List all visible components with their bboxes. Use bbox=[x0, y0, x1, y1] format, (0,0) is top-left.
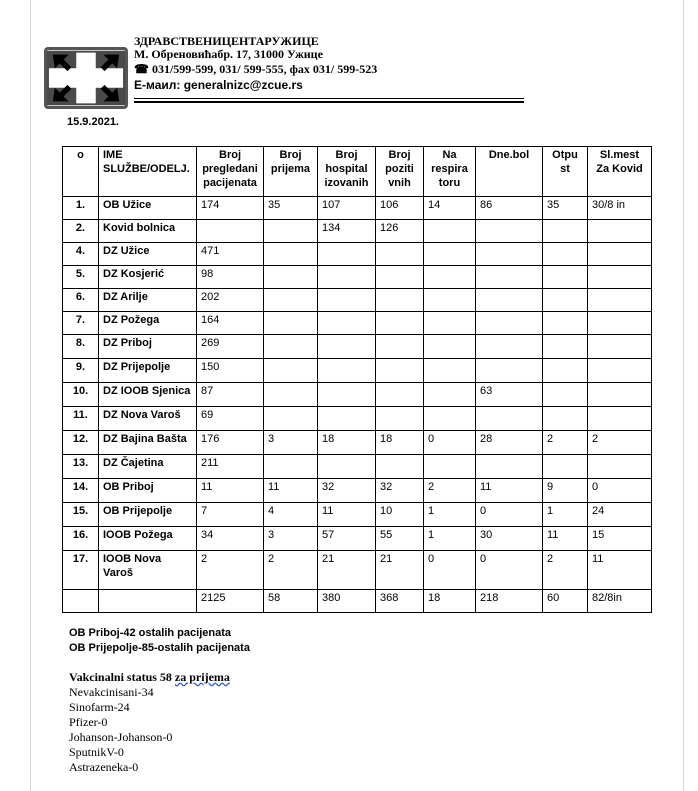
table-cell: 471 bbox=[197, 243, 264, 266]
table-cell bbox=[376, 455, 424, 479]
table-row bbox=[63, 243, 652, 266]
row-number: 16. bbox=[63, 527, 99, 551]
row-name: DZ Priboj bbox=[99, 335, 197, 359]
table-cell: 7 bbox=[197, 503, 264, 527]
table-cell bbox=[376, 359, 424, 383]
col-header-positive: Broj poziti vnih bbox=[376, 147, 424, 197]
table-cell: 55 bbox=[376, 527, 424, 551]
table-row bbox=[63, 431, 652, 455]
col-header-covid-beds: Sl.mest Za Kovid bbox=[588, 147, 652, 197]
table-cell bbox=[318, 383, 376, 407]
table-row bbox=[63, 503, 652, 527]
table-cell bbox=[424, 383, 476, 407]
table-cell: 11 bbox=[476, 479, 543, 503]
table-cell: 134 bbox=[318, 220, 376, 243]
table-cell bbox=[424, 243, 476, 266]
table-cell: 1 bbox=[543, 503, 588, 527]
table-cell: 269 bbox=[197, 335, 264, 359]
row-number: 11. bbox=[63, 407, 99, 431]
row-number: 12. bbox=[63, 431, 99, 455]
table-cell: 87 bbox=[197, 383, 264, 407]
row-number: 9. bbox=[63, 359, 99, 383]
table-cell bbox=[476, 266, 543, 289]
table-cell: 30 bbox=[476, 527, 543, 551]
table-cell: 9 bbox=[543, 479, 588, 503]
table-cell bbox=[476, 220, 543, 243]
table-cell bbox=[376, 312, 424, 335]
row-name: DZ IOOB Sjenica bbox=[99, 383, 197, 407]
table-cell bbox=[424, 359, 476, 383]
vaccination-item: SputnikV-0 bbox=[69, 745, 124, 759]
row-name: IOOB Požega bbox=[99, 527, 197, 551]
table-cell bbox=[264, 335, 318, 359]
row-name: DZ Arilje bbox=[99, 289, 197, 312]
table-cell: 32 bbox=[318, 479, 376, 503]
table-cell bbox=[543, 312, 588, 335]
table-cell bbox=[543, 455, 588, 479]
note-line: OB Priboj-42 ostalih pacijenata bbox=[69, 627, 231, 639]
totals-cell: 2125 bbox=[197, 590, 264, 613]
org-name: ЗДРАВСТВЕНИЦЕНТАРУЖИЦЕ bbox=[134, 34, 319, 48]
table-row bbox=[63, 479, 652, 503]
vaccination-title-main: Vakcinalni status 58 bbox=[69, 670, 175, 684]
header-rule bbox=[134, 98, 524, 99]
table-cell bbox=[476, 312, 543, 335]
table-row bbox=[63, 527, 652, 551]
totals-empty-cell bbox=[99, 590, 197, 613]
col-header-hospitalized: Broj hospital izovanih bbox=[318, 147, 376, 197]
table-cell bbox=[543, 289, 588, 312]
table-cell bbox=[318, 243, 376, 266]
row-name: Kovid bolnica bbox=[99, 220, 197, 243]
table-row bbox=[63, 220, 652, 243]
totals-cell: 58 bbox=[264, 590, 318, 613]
table-cell bbox=[588, 220, 652, 243]
table-cell bbox=[588, 407, 652, 431]
note-line: OB Prijepolje-85-ostalih pacijenata bbox=[69, 642, 250, 654]
totals-cell: 380 bbox=[318, 590, 376, 613]
vaccination-title bbox=[69, 670, 230, 685]
table-cell bbox=[424, 455, 476, 479]
table-row bbox=[63, 266, 652, 289]
vaccination-item: Nevakcinisani-34 bbox=[69, 685, 154, 699]
totals-cell: 60 bbox=[543, 590, 588, 613]
table-cell bbox=[476, 289, 543, 312]
table-cell: 14 bbox=[424, 197, 476, 220]
row-number: 15. bbox=[63, 503, 99, 527]
table-cell: 174 bbox=[197, 197, 264, 220]
table-cell bbox=[376, 407, 424, 431]
table-cell: 57 bbox=[318, 527, 376, 551]
org-email: Е-маил: generalnizc@zcue.rs bbox=[134, 78, 303, 92]
table-cell bbox=[376, 243, 424, 266]
table-cell bbox=[318, 359, 376, 383]
row-number: 2. bbox=[63, 220, 99, 243]
vaccination-title-underlined: za prijema bbox=[174, 670, 230, 684]
table-cell bbox=[424, 312, 476, 335]
table-cell: 11 bbox=[588, 551, 652, 590]
table-cell: 34 bbox=[197, 527, 264, 551]
row-number: 8. bbox=[63, 335, 99, 359]
row-name: OB Priboj bbox=[99, 479, 197, 503]
table-cell bbox=[476, 243, 543, 266]
table-cell: 176 bbox=[197, 431, 264, 455]
table-cell bbox=[588, 359, 652, 383]
table-cell: 3 bbox=[264, 527, 318, 551]
header-rule-thick bbox=[134, 101, 524, 103]
table-cell: 32 bbox=[376, 479, 424, 503]
table-cell: 1 bbox=[424, 503, 476, 527]
table-cell: 2 bbox=[264, 551, 318, 590]
table-cell bbox=[588, 266, 652, 289]
row-name: OB Prijepolje bbox=[99, 503, 197, 527]
table-cell bbox=[543, 359, 588, 383]
table-cell: 4 bbox=[264, 503, 318, 527]
table-cell: 24 bbox=[588, 503, 652, 527]
table-cell bbox=[424, 289, 476, 312]
table-cell: 1 bbox=[424, 527, 476, 551]
col-header-discharged: Otpu st bbox=[543, 147, 588, 197]
table-cell bbox=[476, 359, 543, 383]
row-name: DZ Prijepolje bbox=[99, 359, 197, 383]
table-cell: 0 bbox=[476, 503, 543, 527]
totals-cell: 368 bbox=[376, 590, 424, 613]
table-cell: 35 bbox=[264, 197, 318, 220]
totals-cell: 82/8in bbox=[588, 590, 652, 613]
table-cell: 0 bbox=[424, 551, 476, 590]
row-number: 1. bbox=[63, 197, 99, 220]
table-cell bbox=[424, 335, 476, 359]
table-cell: 2 bbox=[424, 479, 476, 503]
table-row bbox=[63, 455, 652, 479]
totals-row bbox=[63, 590, 652, 613]
vaccination-item: Pfizer-0 bbox=[69, 715, 108, 729]
table-cell: 107 bbox=[318, 197, 376, 220]
table-cell: 21 bbox=[318, 551, 376, 590]
table-cell: 28 bbox=[476, 431, 543, 455]
row-name: DZ Požega bbox=[99, 312, 197, 335]
table-cell bbox=[543, 266, 588, 289]
table-cell bbox=[588, 335, 652, 359]
vaccination-status bbox=[69, 670, 230, 775]
row-name: DZ Kosjerić bbox=[99, 266, 197, 289]
table-cell: 15 bbox=[588, 527, 652, 551]
table-cell bbox=[588, 455, 652, 479]
table-cell: 98 bbox=[197, 266, 264, 289]
table-cell bbox=[588, 383, 652, 407]
table-row bbox=[63, 289, 652, 312]
notes-block bbox=[69, 626, 250, 656]
totals-cell: 218 bbox=[476, 590, 543, 613]
white-cross-arrows-icon bbox=[47, 50, 125, 106]
table-cell: 30/8 in bbox=[588, 197, 652, 220]
table-cell: 150 bbox=[197, 359, 264, 383]
vaccination-item: Sinofarm-24 bbox=[69, 700, 130, 714]
table-cell: 63 bbox=[476, 383, 543, 407]
table-row bbox=[63, 335, 652, 359]
table-row bbox=[63, 359, 652, 383]
col-header-examined: Broj pregledani pacijenata bbox=[197, 147, 264, 197]
row-name: IOOB Nova Varoš bbox=[99, 551, 197, 590]
table-row bbox=[63, 312, 652, 335]
col-header-name: IME SLUŽBE/ODELJ. bbox=[99, 147, 197, 197]
org-address: М. Обреновићабр. 17, 31000 Ужице bbox=[134, 47, 323, 61]
table-cell bbox=[424, 220, 476, 243]
table-cell bbox=[424, 407, 476, 431]
table-cell bbox=[264, 243, 318, 266]
table-cell: 69 bbox=[197, 407, 264, 431]
table-cell: 126 bbox=[376, 220, 424, 243]
table-cell bbox=[376, 266, 424, 289]
row-name: DZ Bajina Bašta bbox=[99, 431, 197, 455]
row-number: 13. bbox=[63, 455, 99, 479]
table-cell: 21 bbox=[376, 551, 424, 590]
table-cell: 0 bbox=[424, 431, 476, 455]
table-cell: 3 bbox=[264, 431, 318, 455]
table-cell bbox=[318, 289, 376, 312]
table-cell: 11 bbox=[318, 503, 376, 527]
table-cell: 35 bbox=[543, 197, 588, 220]
table-cell: 0 bbox=[476, 551, 543, 590]
vaccination-item: Astrazeneka-0 bbox=[69, 760, 139, 774]
table-cell: 18 bbox=[376, 431, 424, 455]
row-name: DZ Čajetina bbox=[99, 455, 197, 479]
table-cell bbox=[543, 243, 588, 266]
table-cell: 18 bbox=[318, 431, 376, 455]
table-cell: 164 bbox=[197, 312, 264, 335]
table-cell: 2 bbox=[588, 431, 652, 455]
table-cell bbox=[264, 266, 318, 289]
row-number: 7. bbox=[63, 312, 99, 335]
totals-empty-cell bbox=[63, 590, 99, 613]
table-cell bbox=[543, 407, 588, 431]
table-cell bbox=[264, 289, 318, 312]
row-number: 5. bbox=[63, 266, 99, 289]
table-cell: 11 bbox=[264, 479, 318, 503]
table-cell: 202 bbox=[197, 289, 264, 312]
report-date: 15.9.2021. bbox=[67, 116, 119, 128]
table-cell bbox=[264, 312, 318, 335]
col-header-no: o bbox=[63, 147, 99, 197]
table-cell: 106 bbox=[376, 197, 424, 220]
row-number: 17. bbox=[63, 551, 99, 590]
table-cell: 0 bbox=[588, 479, 652, 503]
col-header-hospital-days: Dne.bol bbox=[476, 147, 543, 197]
table-cell bbox=[476, 407, 543, 431]
col-header-admissions: Broj prijema bbox=[264, 147, 318, 197]
table-cell: 2 bbox=[543, 551, 588, 590]
vaccination-item: Johanson-Johanson-0 bbox=[69, 730, 173, 744]
table-cell bbox=[318, 335, 376, 359]
org-phone: ☎ 031/599-599, 031/ 599-555, фах 031/ 599-523 bbox=[134, 62, 378, 76]
table-cell bbox=[588, 243, 652, 266]
table-cell: 11 bbox=[543, 527, 588, 551]
table-cell bbox=[376, 289, 424, 312]
table-cell bbox=[588, 289, 652, 312]
table-cell bbox=[376, 335, 424, 359]
row-number: 4. bbox=[63, 243, 99, 266]
table-row bbox=[63, 407, 652, 431]
table-row bbox=[63, 197, 652, 220]
table-cell: 10 bbox=[376, 503, 424, 527]
row-number: 14. bbox=[63, 479, 99, 503]
table-cell bbox=[424, 266, 476, 289]
row-name: DZ Užice bbox=[99, 243, 197, 266]
statistics-table bbox=[62, 146, 652, 613]
table-cell bbox=[543, 335, 588, 359]
table-cell bbox=[476, 455, 543, 479]
row-name: DZ Nova Varoš bbox=[99, 407, 197, 431]
row-number: 6. bbox=[63, 289, 99, 312]
table-cell bbox=[197, 220, 264, 243]
table-cell: 2 bbox=[197, 551, 264, 590]
row-number: 10. bbox=[63, 383, 99, 407]
table-cell bbox=[588, 312, 652, 335]
table-cell bbox=[264, 383, 318, 407]
table-cell: 86 bbox=[476, 197, 543, 220]
table-cell bbox=[318, 266, 376, 289]
table-cell bbox=[318, 407, 376, 431]
table-row bbox=[63, 551, 652, 590]
table-row bbox=[63, 383, 652, 407]
table-cell bbox=[264, 407, 318, 431]
table-header-row bbox=[63, 147, 652, 197]
table-cell bbox=[264, 455, 318, 479]
table-cell bbox=[318, 312, 376, 335]
table-cell bbox=[264, 359, 318, 383]
table-cell bbox=[476, 335, 543, 359]
row-name: OB Užice bbox=[99, 197, 197, 220]
table-cell bbox=[376, 383, 424, 407]
col-header-respirator: Na respira toru bbox=[424, 147, 476, 197]
table-cell bbox=[264, 220, 318, 243]
table-cell bbox=[543, 220, 588, 243]
table-cell bbox=[543, 383, 588, 407]
table-cell: 2 bbox=[543, 431, 588, 455]
table-cell: 11 bbox=[197, 479, 264, 503]
health-center-logo bbox=[44, 47, 128, 109]
table-cell bbox=[318, 455, 376, 479]
table-cell: 211 bbox=[197, 455, 264, 479]
totals-cell: 18 bbox=[424, 590, 476, 613]
